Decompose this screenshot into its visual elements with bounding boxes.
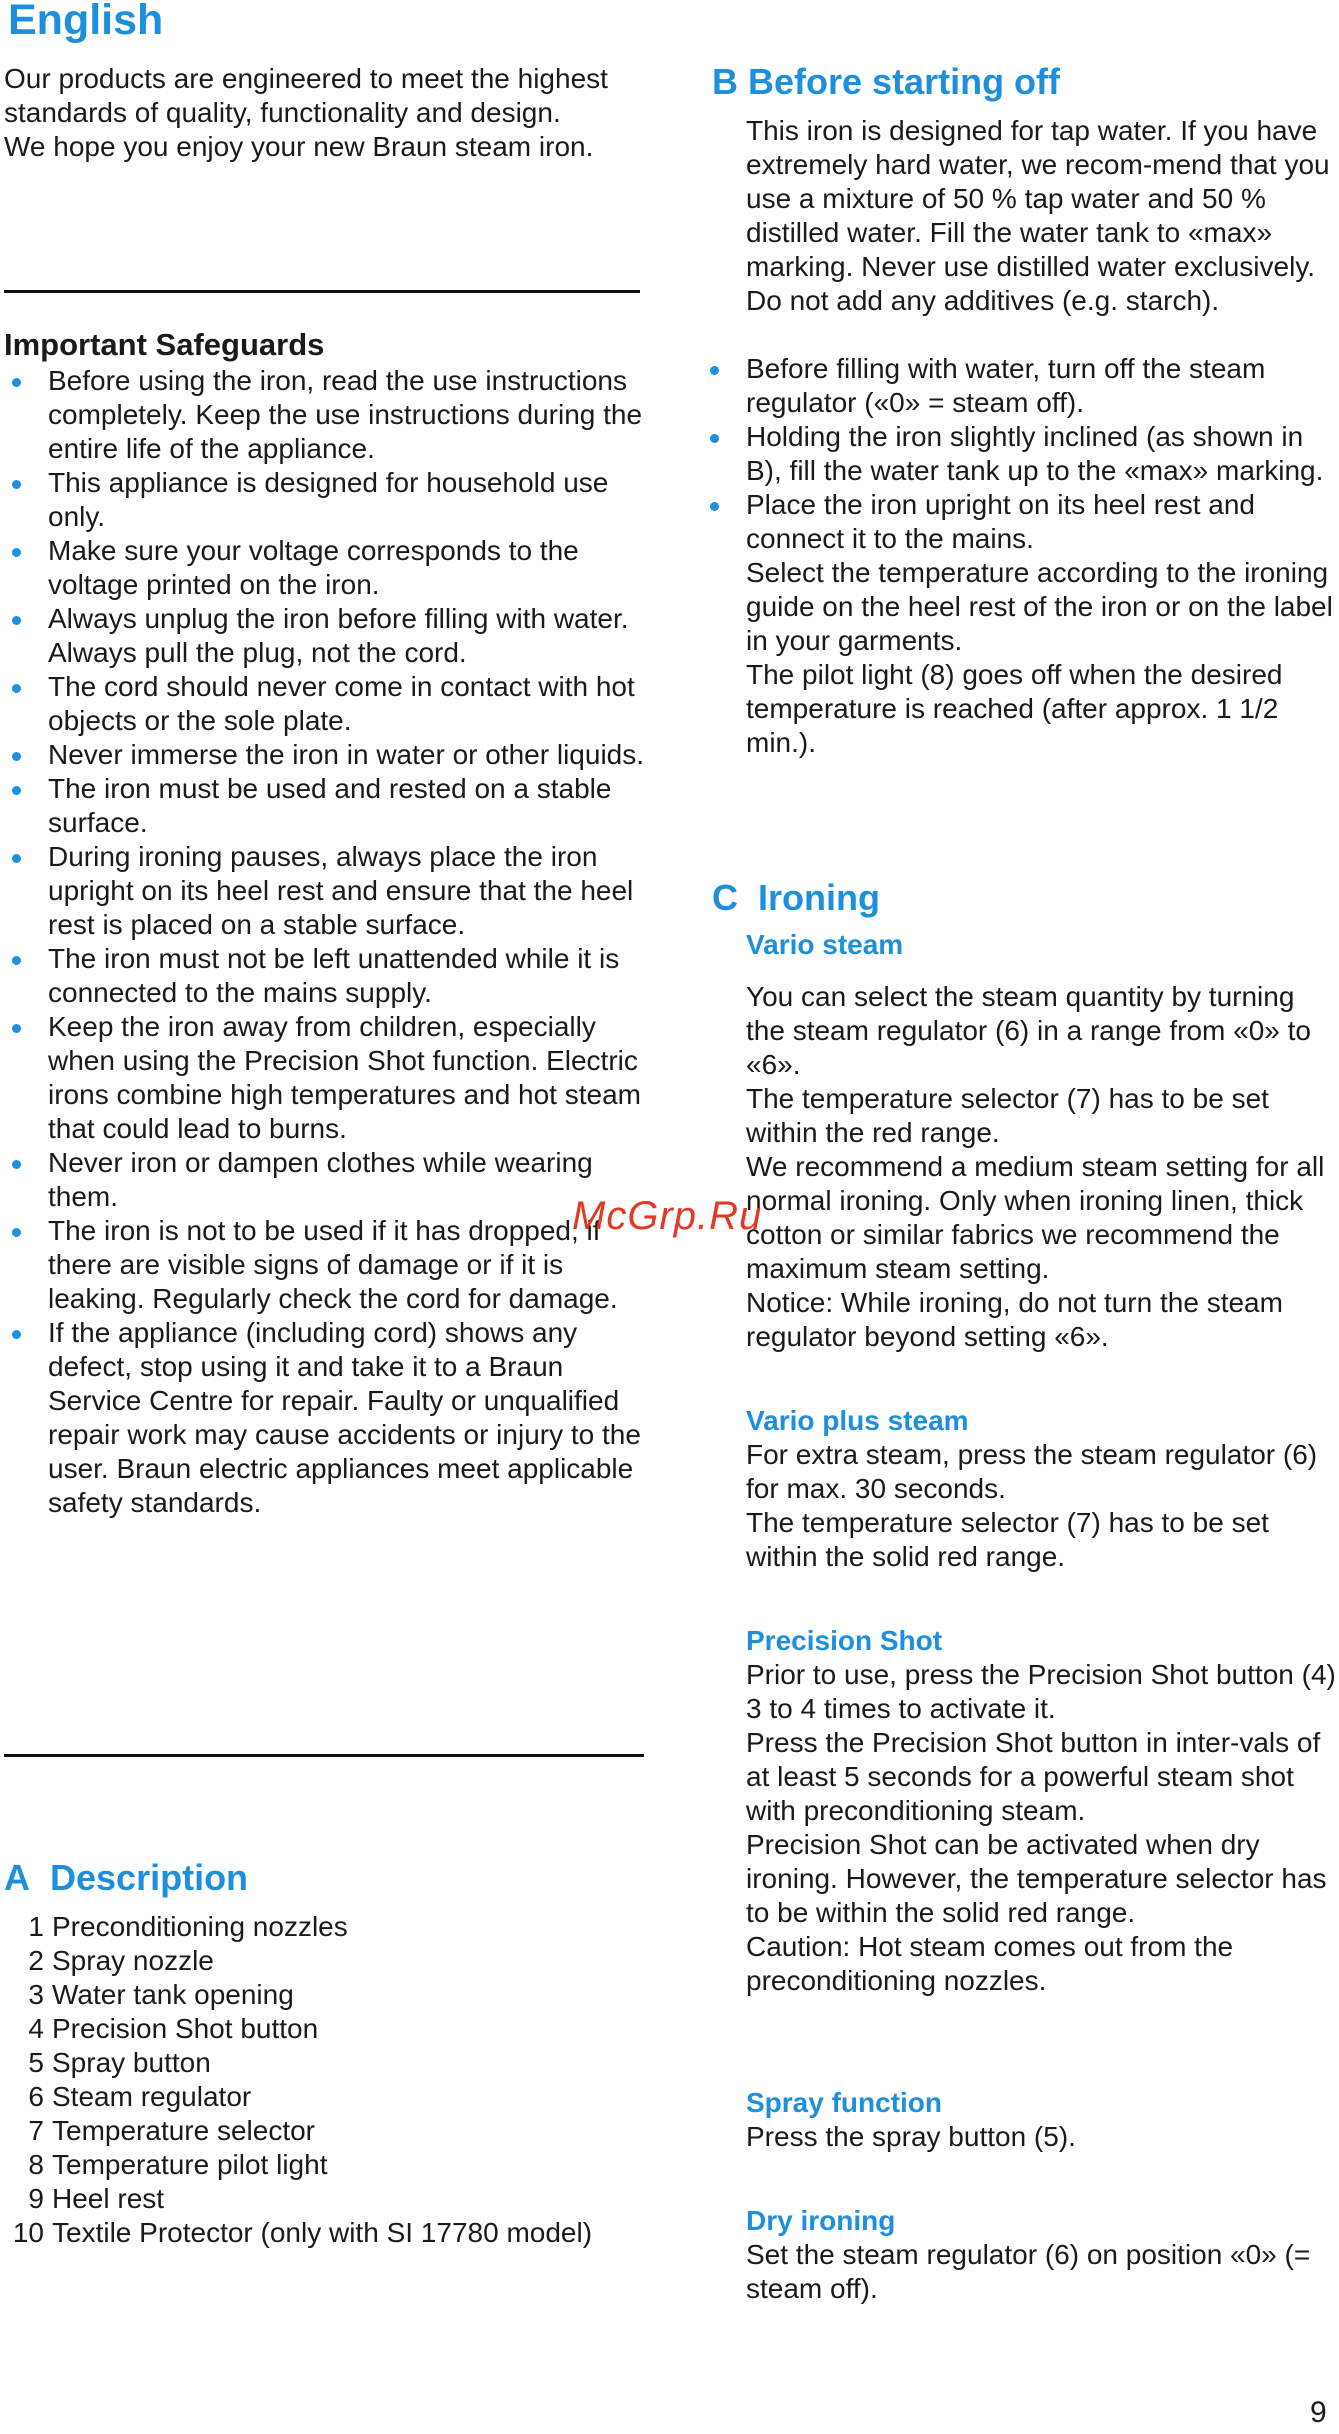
- vario-steam-heading: Vario steam: [746, 929, 904, 960]
- list-item: 9 Heel rest: [28, 2183, 165, 2214]
- before-list: [702, 352, 1338, 760]
- list-item: 5 Spray button: [28, 2047, 211, 2078]
- before-intro: This iron is designed for tap water. If you have extremely hard water, we recom-mend that you use a mixture of 50 % tap water and 50 % distilled water. Fill the water tank to «max» marking. Never use distilled water exclusively. Do not add any additives (e.g. starch).: [746, 115, 1330, 316]
- list-item: 8 Temperature pilot light: [28, 2149, 328, 2180]
- safeguards-title: Important Safeguards: [4, 327, 325, 362]
- list-item: 6 Steam regulator: [28, 2081, 252, 2112]
- bullet-icon: [12, 1024, 21, 1033]
- list-item: The iron is not to be used if it has dropped, if there are visible signs of damage or if it is leaking. Regularly check the cord for damage.: [4, 1214, 644, 1316]
- list-item: Keep the iron away from children, especially when using the Precision Shot function. Electric irons combine high temperatures and hot steam that could lead to burns.: [4, 1010, 644, 1146]
- bullet-icon: [12, 786, 21, 795]
- list-item: During ironing pauses, always place the iron upright on its heel rest and ensure that the heel rest is placed on a stable surface.: [4, 840, 644, 942]
- dry-ironing-heading: Dry ironing: [746, 2205, 896, 2236]
- section-b-heading: B Before starting off: [712, 61, 1061, 102]
- section-c-heading: C Ironing: [712, 877, 880, 918]
- spray-function-heading: Spray function: [746, 2087, 943, 2118]
- list-item: Before using the iron, read the use instructions completely. Keep the use instructions during the entire life of the appliance.: [4, 364, 644, 466]
- bullet-icon: [12, 548, 21, 557]
- list-item: 1 Preconditioning nozzles: [28, 1911, 348, 1942]
- list-item: Place the iron upright on its heel rest and connect it to the mains. Select the temperature according to the ironing guide on the heel rest of the iron or on the label in your garments. The pilot light (8) goes off when the desired temperature is reached (after approx. 1 1/2 min.).: [702, 488, 1338, 760]
- divider: [4, 1754, 644, 1757]
- bullet-icon: [12, 480, 21, 489]
- list-item: 3 Water tank opening: [28, 1979, 294, 2010]
- vario-plus-text: For extra steam, press the steam regulator (6) for max. 30 seconds. The temperature selector (7) has to be set within the solid red range.: [746, 1439, 1318, 1572]
- bullet-icon: [12, 684, 21, 693]
- bullet-icon: [12, 854, 21, 863]
- description-list: [4, 1910, 644, 2250]
- list-item: Make sure your voltage corresponds to the voltage printed on the iron.: [4, 534, 644, 602]
- list-item: Holding the iron slightly inclined (as shown in B), fill the water tank up to the «max» marking.: [702, 420, 1338, 488]
- list-item: The cord should never come in contact with hot objects or the sole plate.: [4, 670, 644, 738]
- list-item: The iron must be used and rested on a stable surface.: [4, 772, 644, 840]
- list-item: Always unplug the iron before filling with water. Always pull the plug, not the cord.: [4, 602, 644, 670]
- vario-steam-text: You can select the steam quantity by turning the steam regulator (6) in a range from «0» to «6». The temperature selector (7) has to be set within the red range. We recommend a medium steam setting for all normal ironing. Only when ironing linen, thick cotton or similar fabrics we recommend the maximum steam setting. Notice: While ironing, do not turn the steam regulator beyond setting «6».: [746, 981, 1325, 1352]
- section-a-heading: A Description: [4, 1857, 249, 1898]
- bullet-icon: [12, 956, 21, 965]
- vario-plus-heading: Vario plus steam: [746, 1405, 969, 1436]
- list-item: 10 Textile Protector (only with SI 17780 model): [12, 2217, 593, 2248]
- divider: [4, 290, 640, 293]
- list-item: 2 Spray nozzle: [28, 1945, 214, 1976]
- list-item: The iron must not be left unattended while it is connected to the mains supply.: [4, 942, 644, 1010]
- bullet-icon: [12, 378, 21, 387]
- bullet-icon: [12, 1228, 21, 1237]
- list-item: This appliance is designed for household use only.: [4, 466, 644, 534]
- list-item: Before filling with water, turn off the steam regulator («0» = steam off).: [702, 352, 1338, 420]
- list-item: 7 Temperature selector: [28, 2115, 316, 2146]
- bullet-icon: [710, 434, 719, 443]
- precision-shot-text: Prior to use, press the Precision Shot button (4) 3 to 4 times to activate it. Press the Precision Shot button in inter-vals of at least 5 seconds for a powerful steam shot with preconditioning steam. Precision Shot can be activated when dry ironing. However, the temperature selector has to be within the solid red range. Caution: Hot steam comes out from the preconditioning nozzles.: [746, 1659, 1336, 1996]
- page-title: English: [8, 0, 164, 44]
- precision-shot-heading: Precision Shot: [746, 1625, 943, 1656]
- bullet-icon: [710, 366, 719, 375]
- bullet-icon: [12, 1330, 21, 1339]
- list-item: 4 Precision Shot button: [28, 2013, 319, 2044]
- watermark: McGrp.Ru: [572, 1194, 763, 1238]
- dry-ironing-text: Set the steam regulator (6) on position «0» (= steam off).: [746, 2239, 1311, 2304]
- bullet-icon: [12, 1160, 21, 1169]
- list-item: Never iron or dampen clothes while wearing them.: [4, 1146, 644, 1214]
- page-number: 9: [1310, 2396, 1327, 2429]
- spray-function-text: Press the spray button (5).: [746, 2121, 1076, 2152]
- safeguards-list: [4, 364, 644, 1520]
- bullet-icon: [12, 752, 21, 761]
- bullet-icon: [710, 502, 719, 511]
- bullet-icon: [12, 616, 21, 625]
- intro-text: Our products are engineered to meet the highest standards of quality, functionality and design. We hope you enjoy your new Braun steam iron.: [4, 63, 608, 162]
- list-item: If the appliance (including cord) shows any defect, stop using it and take it to a Braun Service Centre for repair. Faulty or unqualified repair work may cause accidents or injury to the user. Braun electric appliances meet applicable safety standards.: [4, 1316, 644, 1520]
- list-item: Never immerse the iron in water or other liquids.: [4, 738, 644, 772]
